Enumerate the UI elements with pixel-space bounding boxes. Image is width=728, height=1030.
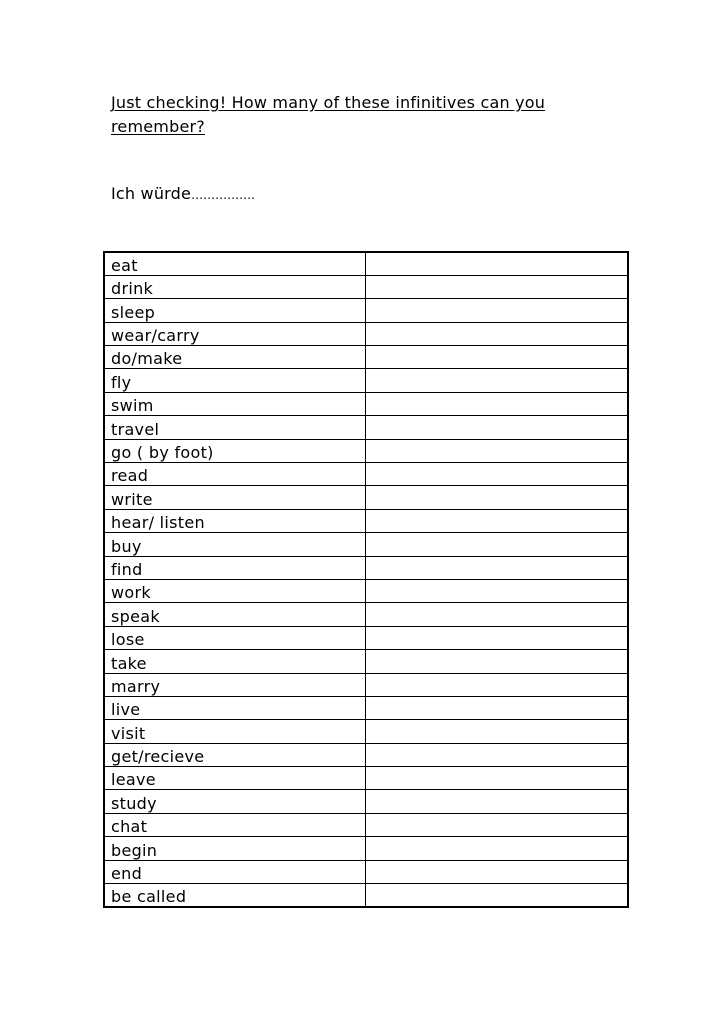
vocabulary-row	[104, 837, 628, 860]
english-infinitive-cell: begin	[104, 837, 365, 860]
english-infinitive-cell: drink	[104, 275, 365, 298]
english-infinitive-cell: hear/ listen	[104, 509, 365, 532]
vocabulary-row	[104, 813, 628, 836]
vocabulary-row	[104, 673, 628, 696]
vocabulary-row	[104, 299, 628, 322]
vocabulary-row	[104, 439, 628, 462]
vocabulary-row	[104, 696, 628, 719]
vocabulary-row	[104, 650, 628, 673]
vocabulary-row	[104, 369, 628, 392]
german-answer-cell[interactable]	[365, 299, 628, 322]
german-answer-cell[interactable]	[365, 813, 628, 836]
german-answer-cell[interactable]	[365, 252, 628, 275]
german-answer-cell[interactable]	[365, 322, 628, 345]
german-answer-cell[interactable]	[365, 673, 628, 696]
english-infinitive-cell: visit	[104, 720, 365, 743]
english-infinitive-cell: find	[104, 556, 365, 579]
english-infinitive-cell: chat	[104, 813, 365, 836]
english-infinitive-cell: lose	[104, 626, 365, 649]
english-infinitive-cell: take	[104, 650, 365, 673]
german-answer-cell[interactable]	[365, 579, 628, 602]
english-infinitive-cell: swim	[104, 392, 365, 415]
vocabulary-row	[104, 860, 628, 883]
german-answer-cell[interactable]	[365, 603, 628, 626]
vocabulary-row	[104, 322, 628, 345]
german-answer-cell[interactable]	[365, 743, 628, 766]
german-answer-cell[interactable]	[365, 416, 628, 439]
vocabulary-row	[104, 486, 628, 509]
vocabulary-row	[104, 275, 628, 298]
german-answer-cell[interactable]	[365, 275, 628, 298]
german-answer-cell[interactable]	[365, 392, 628, 415]
english-infinitive-cell: write	[104, 486, 365, 509]
heading-line-2: remember?	[111, 117, 205, 136]
english-infinitive-cell: sleep	[104, 299, 365, 322]
vocabulary-row	[104, 884, 628, 907]
english-infinitive-cell: leave	[104, 767, 365, 790]
english-infinitive-cell: travel	[104, 416, 365, 439]
english-infinitive-cell: do/make	[104, 346, 365, 369]
vocabulary-table	[103, 251, 629, 908]
english-infinitive-cell: speak	[104, 603, 365, 626]
vocabulary-row	[104, 626, 628, 649]
vocabulary-row	[104, 579, 628, 602]
english-infinitive-cell: fly	[104, 369, 365, 392]
vocabulary-row	[104, 720, 628, 743]
english-infinitive-cell: study	[104, 790, 365, 813]
sentence-prompt	[111, 182, 255, 207]
german-answer-cell[interactable]	[365, 533, 628, 556]
vocabulary-row	[104, 790, 628, 813]
vocabulary-row	[104, 346, 628, 369]
english-infinitive-cell: read	[104, 463, 365, 486]
english-infinitive-cell: work	[104, 579, 365, 602]
english-infinitive-cell: buy	[104, 533, 365, 556]
prompt-text: Ich würde	[111, 184, 192, 203]
vocabulary-table-body	[104, 252, 628, 907]
german-answer-cell[interactable]	[365, 346, 628, 369]
vocabulary-row	[104, 392, 628, 415]
german-answer-cell[interactable]	[365, 720, 628, 743]
german-answer-cell[interactable]	[365, 369, 628, 392]
vocabulary-row	[104, 463, 628, 486]
english-infinitive-cell: go ( by foot)	[104, 439, 365, 462]
german-answer-cell[interactable]	[365, 767, 628, 790]
worksheet-heading	[111, 91, 571, 139]
german-answer-cell[interactable]	[365, 439, 628, 462]
english-infinitive-cell: be called	[104, 884, 365, 907]
german-answer-cell[interactable]	[365, 509, 628, 532]
german-answer-cell[interactable]	[365, 463, 628, 486]
english-infinitive-cell: marry	[104, 673, 365, 696]
german-answer-cell[interactable]	[365, 696, 628, 719]
vocabulary-row	[104, 533, 628, 556]
vocabulary-row	[104, 556, 628, 579]
german-answer-cell[interactable]	[365, 837, 628, 860]
english-infinitive-cell: eat	[104, 252, 365, 275]
english-infinitive-cell: end	[104, 860, 365, 883]
vocabulary-row	[104, 603, 628, 626]
vocabulary-row	[104, 252, 628, 275]
vocabulary-row	[104, 743, 628, 766]
german-answer-cell[interactable]	[365, 650, 628, 673]
prompt-dots: …………….	[191, 188, 255, 202]
german-answer-cell[interactable]	[365, 790, 628, 813]
german-answer-cell[interactable]	[365, 556, 628, 579]
german-answer-cell[interactable]	[365, 626, 628, 649]
german-answer-cell[interactable]	[365, 884, 628, 907]
english-infinitive-cell: live	[104, 696, 365, 719]
german-answer-cell[interactable]	[365, 860, 628, 883]
english-infinitive-cell: get/recieve	[104, 743, 365, 766]
german-answer-cell[interactable]	[365, 486, 628, 509]
vocabulary-row	[104, 767, 628, 790]
vocabulary-row	[104, 509, 628, 532]
heading-line-1: Just checking! How many of these infinitives can you	[111, 93, 546, 112]
english-infinitive-cell: wear/carry	[104, 322, 365, 345]
vocabulary-row	[104, 416, 628, 439]
